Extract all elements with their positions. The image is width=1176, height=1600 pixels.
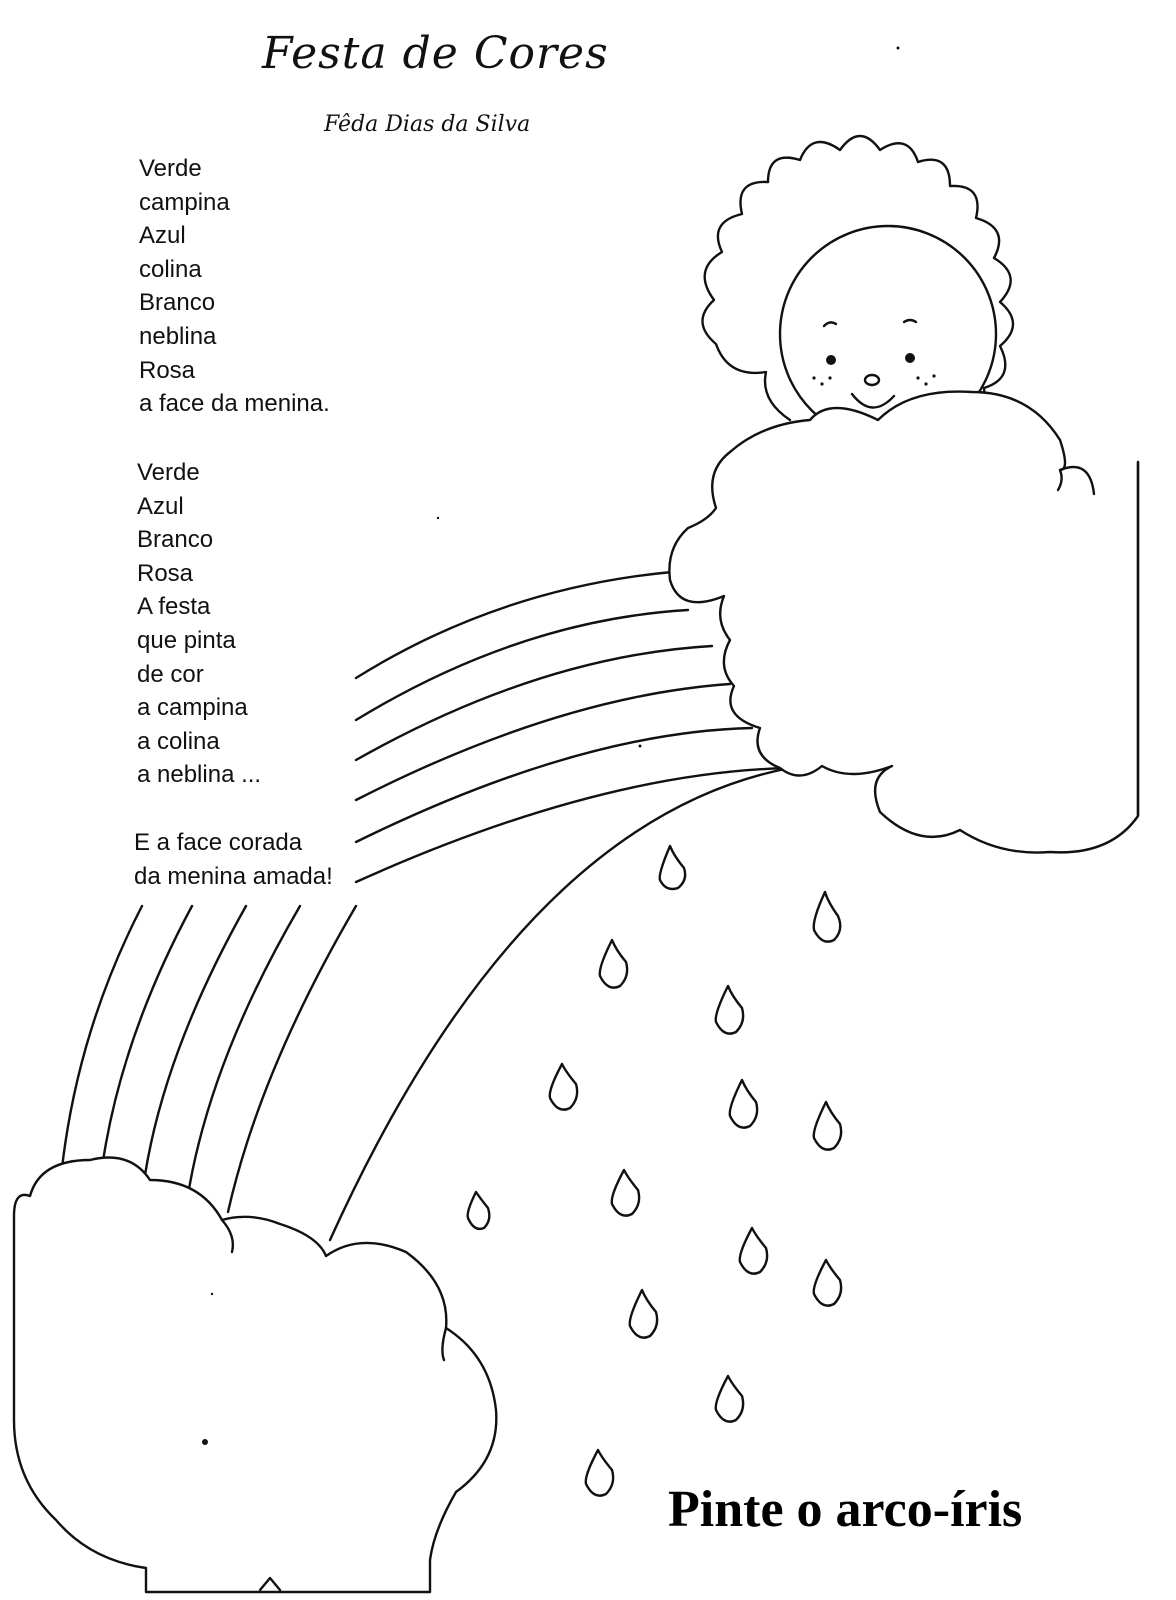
raindrop-icon <box>612 1170 639 1216</box>
poem-line: a campina <box>137 694 248 722</box>
raindrop-icon <box>550 1064 577 1110</box>
cloud-icon <box>669 392 1138 853</box>
poem-stanza-3 <box>134 826 333 893</box>
rainbow-arc-2 <box>356 610 688 720</box>
rainbow-arc-3 <box>356 646 712 760</box>
poem-line: campina <box>139 188 230 216</box>
raindrop-icon <box>716 986 743 1034</box>
poem-line: da menina amada! <box>134 862 333 890</box>
poem-line: Verde <box>137 459 200 486</box>
poem-line: E a face corada <box>134 829 303 856</box>
poem-line: Branco <box>137 526 214 554</box>
raindrop-icon <box>814 1260 841 1306</box>
raindrop-icon <box>740 1228 767 1274</box>
sun-left-eye <box>826 355 836 365</box>
raindrop-icon <box>586 1450 613 1496</box>
raindrop-icon <box>630 1290 657 1338</box>
poem-line: a face da menina. <box>139 390 330 418</box>
poem-line: Azul <box>139 222 186 250</box>
poem-stanza-1 <box>139 152 330 421</box>
poem-line: que pinta <box>137 626 236 654</box>
poem-line: Branco <box>139 289 216 317</box>
instruction-heading: Pinte o arco-íris <box>668 1481 1023 1538</box>
rainbow-leg-2 <box>102 906 192 1168</box>
poem-line: neblina <box>139 322 217 350</box>
poem-author: Fêda Dias da Silva <box>324 112 531 137</box>
raindrop-icon <box>716 1376 743 1422</box>
raindrop-icon <box>814 892 841 942</box>
poem-line: a colina <box>137 727 220 755</box>
cloud-icon <box>14 1158 496 1593</box>
rainbow-arc-1 <box>356 572 672 678</box>
raindrop-icon <box>730 1080 757 1128</box>
raindrop-icon <box>468 1192 490 1229</box>
rainbow-arc-5 <box>356 728 752 842</box>
poem-title: Festa de Cores <box>262 28 609 79</box>
cloud-top-right <box>669 392 1138 853</box>
rainbow-leg-5 <box>228 906 356 1212</box>
poem-stanza-2 <box>137 456 261 792</box>
poem-line: Azul <box>137 492 184 520</box>
rainbow-leg-1 <box>62 906 142 1168</box>
raindrop-icon <box>660 846 685 889</box>
poem-line: a neblina ... <box>137 761 262 789</box>
poem-line: de cor <box>137 660 204 688</box>
cloud-bottom-left <box>14 1158 496 1593</box>
poem-line: Rosa <box>139 356 196 384</box>
sun-right-eye <box>905 353 915 363</box>
rainbow-arc-4 <box>356 684 730 800</box>
raindrops <box>468 846 841 1496</box>
poem-line: colina <box>139 255 202 283</box>
rainbow-leg-3 <box>145 906 246 1175</box>
poem-line: Verde <box>139 155 202 182</box>
poem-line: A festa <box>137 593 211 621</box>
poem-line: Rosa <box>137 559 194 587</box>
raindrop-icon <box>600 940 627 988</box>
raindrop-icon <box>814 1102 841 1150</box>
